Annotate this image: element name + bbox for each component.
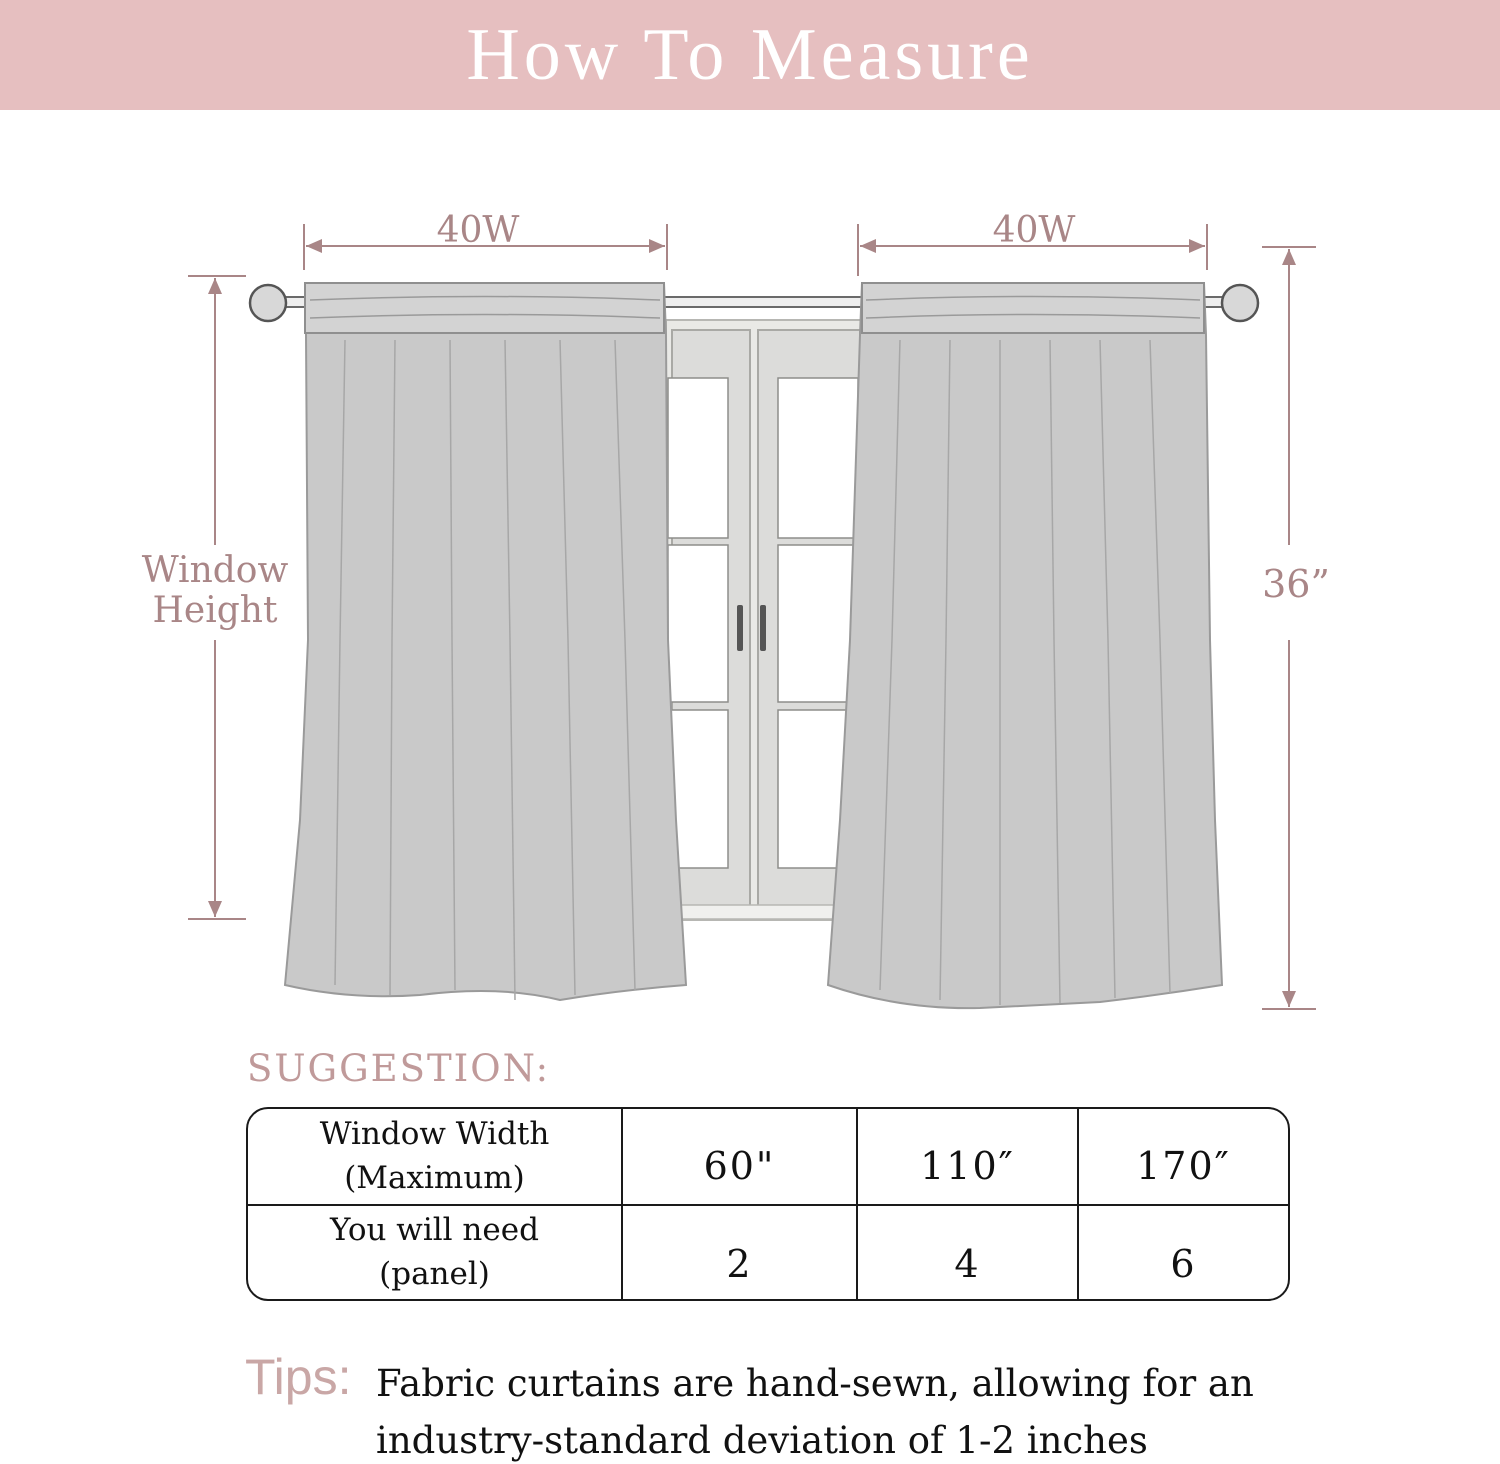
page-title: How To Measure	[466, 14, 1034, 96]
width-cell: 170″	[1078, 1109, 1288, 1205]
row-label-panels	[248, 1205, 622, 1299]
tips-line: Fabric curtains are hand-sewn, allowing for an	[376, 1362, 1254, 1405]
curtain-panel-icon	[828, 283, 1222, 1008]
window-height-label-line2: Height	[152, 590, 278, 631]
panel-count-cell: 4	[857, 1205, 1078, 1299]
left-width-label: 40W	[436, 210, 520, 251]
row-label-line: Window Width	[319, 1116, 550, 1153]
panel-count-cell: 6	[1078, 1205, 1288, 1299]
tips-label: Tips:	[245, 1349, 352, 1405]
curtain-length-dimension	[1262, 247, 1316, 1009]
row-label-window-width	[248, 1109, 622, 1205]
window-icon	[666, 320, 866, 920]
header-banner	[0, 0, 1500, 110]
curtain-panel-icon	[285, 283, 686, 1000]
curtain-diagram	[0, 110, 1500, 1040]
tips-text	[376, 1355, 1356, 1464]
window-height-label-line1: Window	[141, 550, 289, 591]
tips-line: industry-standard deviation of 1-2 inches	[376, 1419, 1148, 1462]
width-cell: 110″	[857, 1109, 1078, 1205]
row-label-line: You will need	[330, 1212, 539, 1249]
table-row	[248, 1109, 1288, 1205]
width-cell: 60"	[622, 1109, 857, 1205]
suggestion-table	[246, 1107, 1290, 1301]
row-label-line: (Maximum)	[344, 1159, 525, 1196]
curtain-length-label: 36”	[1262, 562, 1330, 606]
suggestion-heading: SUGGESTION:	[247, 1047, 551, 1090]
right-width-label: 40W	[992, 210, 1076, 251]
handle-icon	[737, 605, 743, 651]
row-label-line: (panel)	[379, 1255, 490, 1292]
table-row	[248, 1205, 1288, 1299]
panel-count-cell: 2	[622, 1205, 857, 1299]
